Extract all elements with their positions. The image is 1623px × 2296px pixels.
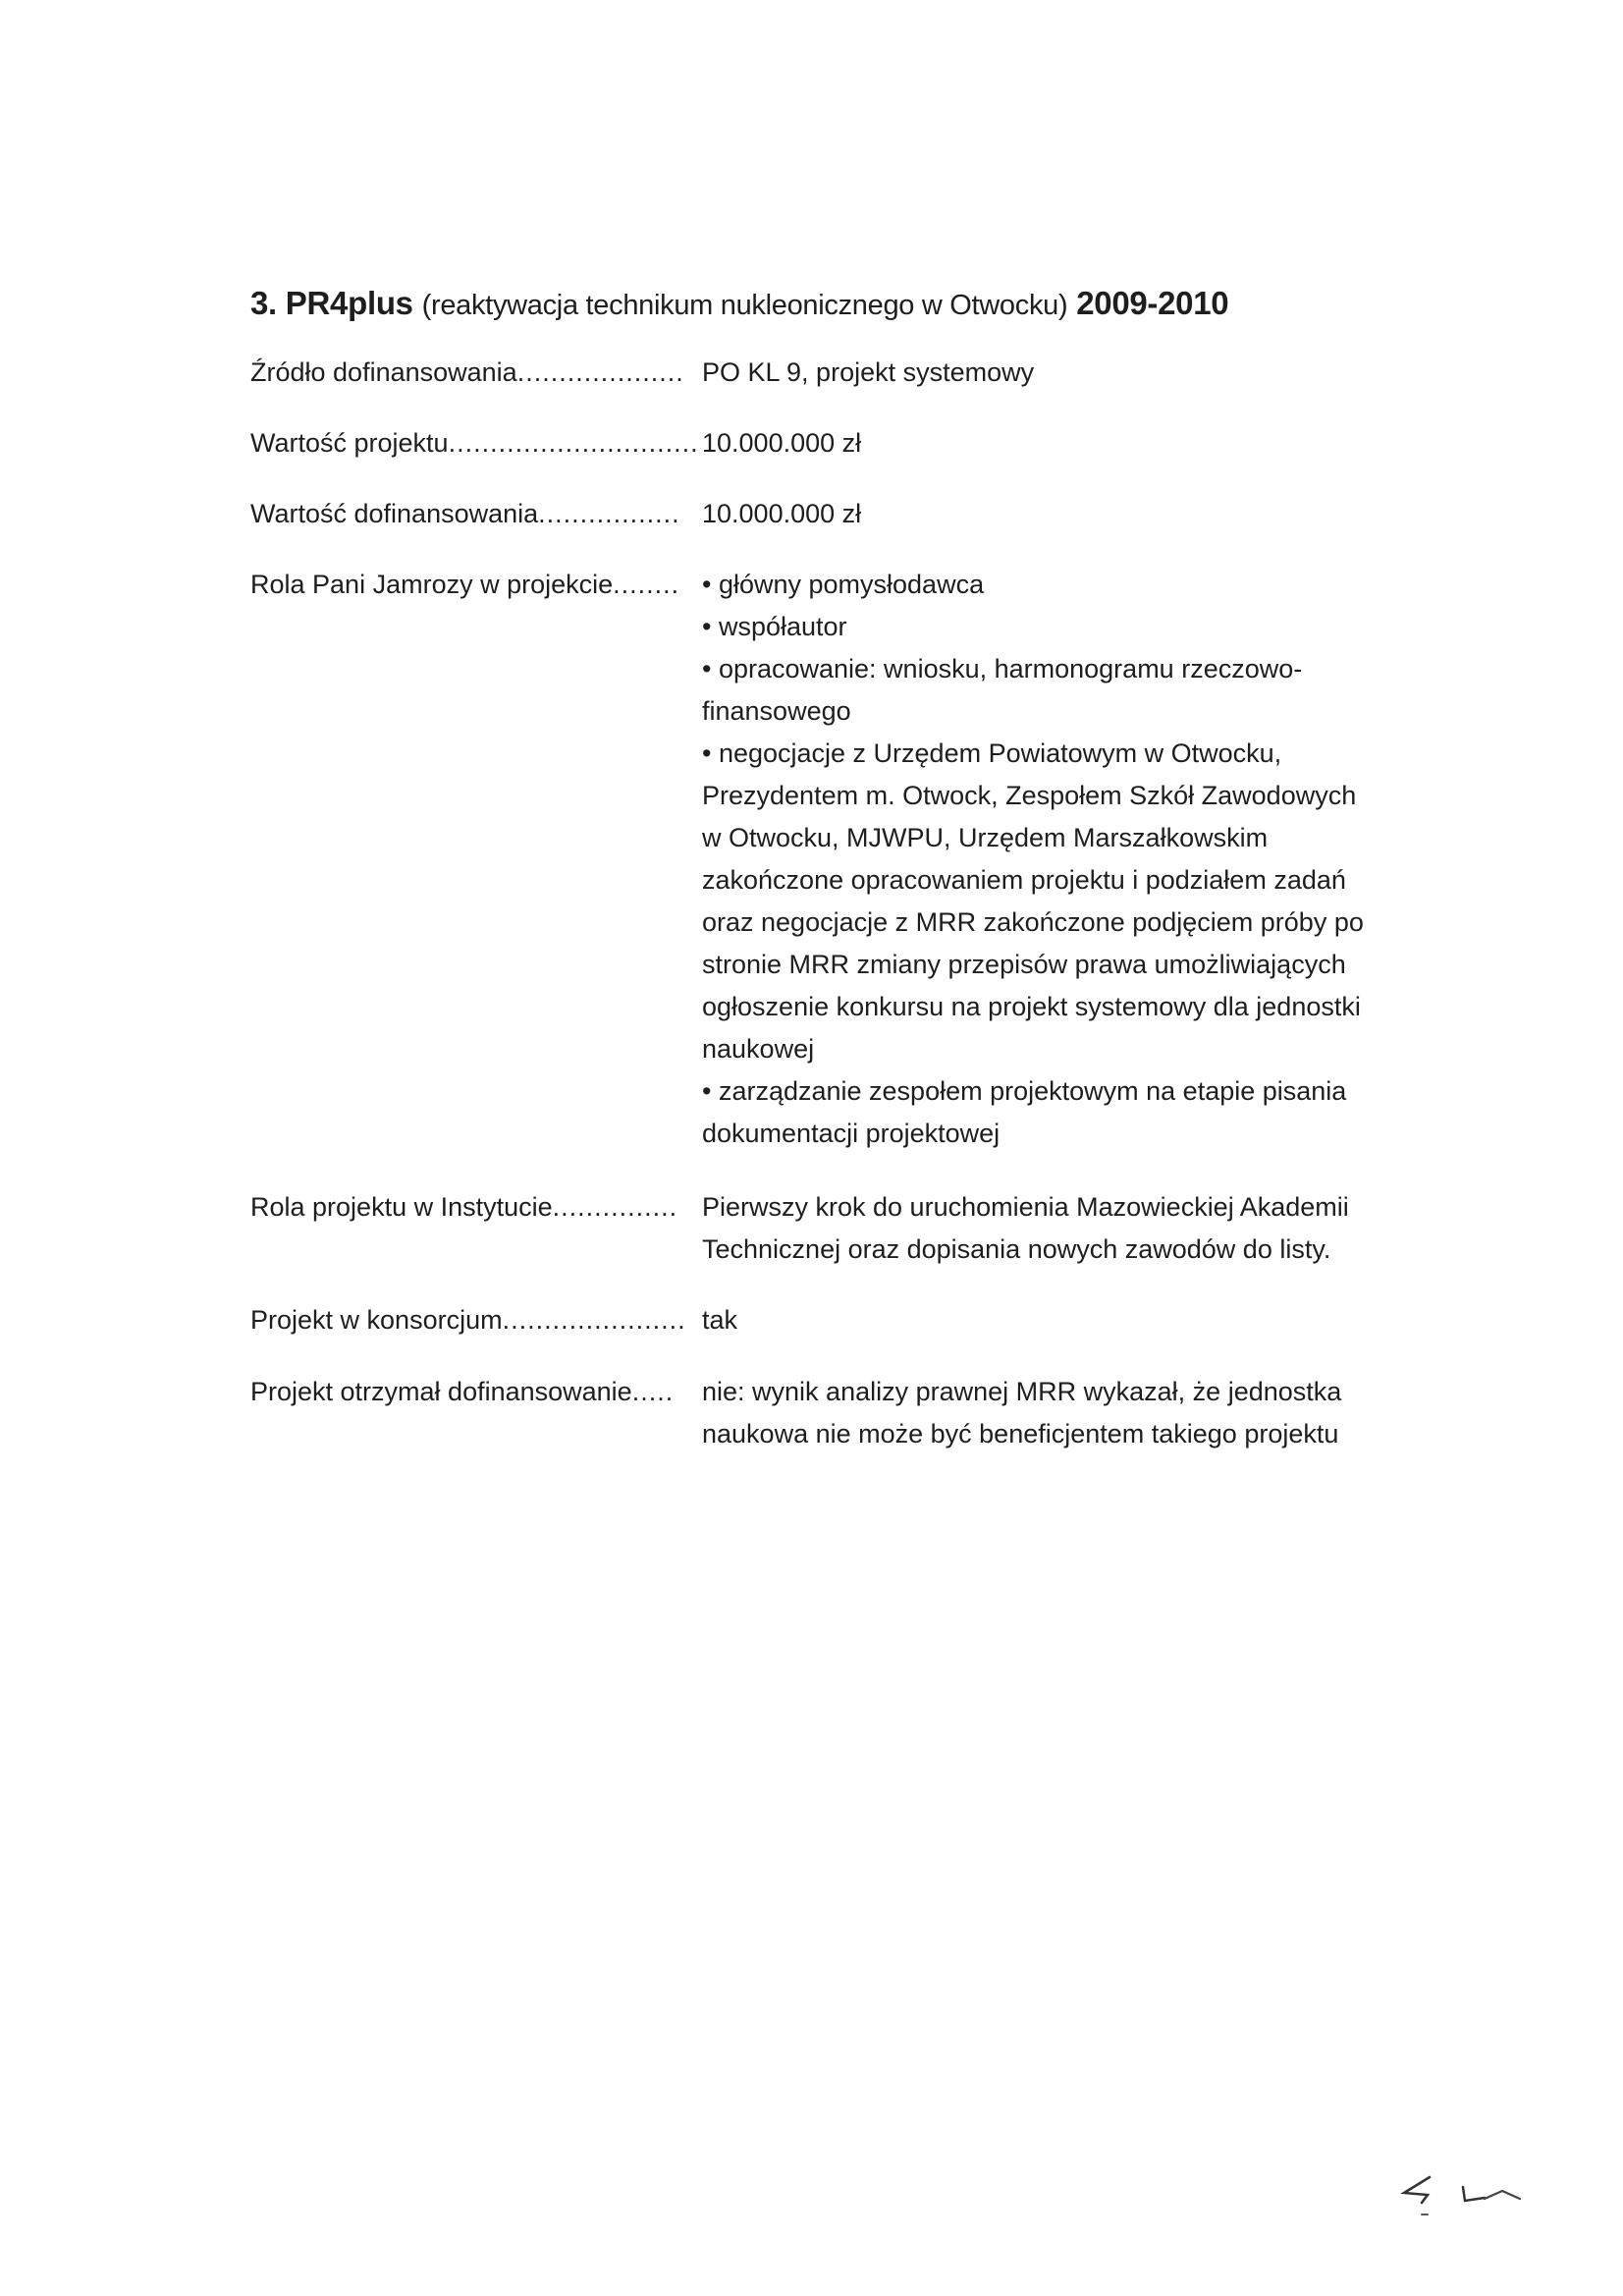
value-line: 10.000.000 zł [702,499,862,528]
value-line: ogłoszenie konkursu na projekt systemowy dla jednostki [702,992,1361,1021]
value-line: • współautor [702,612,847,641]
leader-dots: .................... [516,357,684,387]
value-line: naukowa nie może być beneficjentem takiego projektu [702,1419,1339,1449]
field-label: Projekt w konsorcjum [250,1305,503,1335]
value-line: 10.000.000 zł [702,428,862,458]
value-line: naukowej [702,1034,815,1064]
value-line: w Otwocku, MJWPU, Urzędem Marszałkowskim [702,823,1269,852]
heading-subtitle: (reaktywacja technikum nukleonicznego w Otwocku) [421,290,1068,321]
heading-years: 2009-2010 [1076,285,1229,321]
value-line: tak [702,1305,738,1335]
leader-dots: ............... [552,1192,678,1222]
value-line: Pierwszy krok do uruchomienia Mazowieckiej Akademii [702,1192,1349,1222]
section-heading [250,285,1228,322]
field-value [702,1186,1409,1271]
value-line: nie: wynik analizy prawnej MRR wykazał, że jednostka [702,1377,1342,1406]
field-label: Źródło dofinansowania [250,357,517,387]
signature-icon [1394,2165,1542,2224]
field-label: Wartość projektu [250,428,449,458]
value-line: • opracowanie: wniosku, harmonogramu rzeczowo- [702,654,1303,683]
field-label: Rola Pani Jamrozy w projekcie [250,570,614,599]
value-line: PO KL 9, projekt systemowy [702,357,1035,387]
leader-dots: ..... [631,1377,675,1406]
field-value [702,1371,1409,1455]
field-label: Wartość dofinansowania [250,499,539,528]
field-value [702,352,1409,394]
value-line: Prezydentem m. Otwock, Zespołem Szkół Zawodowych [702,781,1357,810]
leader-dots: ........ [613,570,680,599]
leader-dots: ................. [538,499,680,528]
value-line: • negocjacje z Urzędem Powiatowym w Otwocku, [702,738,1282,768]
value-line: dokumentacji projektowej [702,1119,1001,1148]
heading-name: PR4plus [285,285,413,321]
field-label: Rola projektu w Instytucie [250,1192,553,1222]
value-line: • zarządzanie zespołem projektowym na etapie pisania [702,1076,1347,1106]
leader-dots: .............................. [448,428,699,458]
field-value [702,422,1409,465]
field-value [702,1299,1409,1341]
value-line: stronie MRR zmiany przepisów prawa umożliwiających [702,950,1346,979]
field-value [702,493,1409,535]
signature-initials [1394,2165,1542,2224]
value-line: finansowego [702,696,851,726]
value-line: Technicznej oraz dopisania nowych zawodów do listy. [702,1234,1331,1264]
value-line: • główny pomysłodawca [702,570,985,599]
field-label: Projekt otrzymał dofinansowanie [250,1377,632,1406]
leader-dots: ...................... [502,1305,686,1335]
value-line: zakończone opracowaniem projektu i podziałem zadań [702,865,1346,895]
field-value [702,564,1409,1155]
value-line: oraz negocjacje z MRR zakończone podjęciem próby po [702,907,1364,937]
heading-number: 3. [250,285,277,321]
